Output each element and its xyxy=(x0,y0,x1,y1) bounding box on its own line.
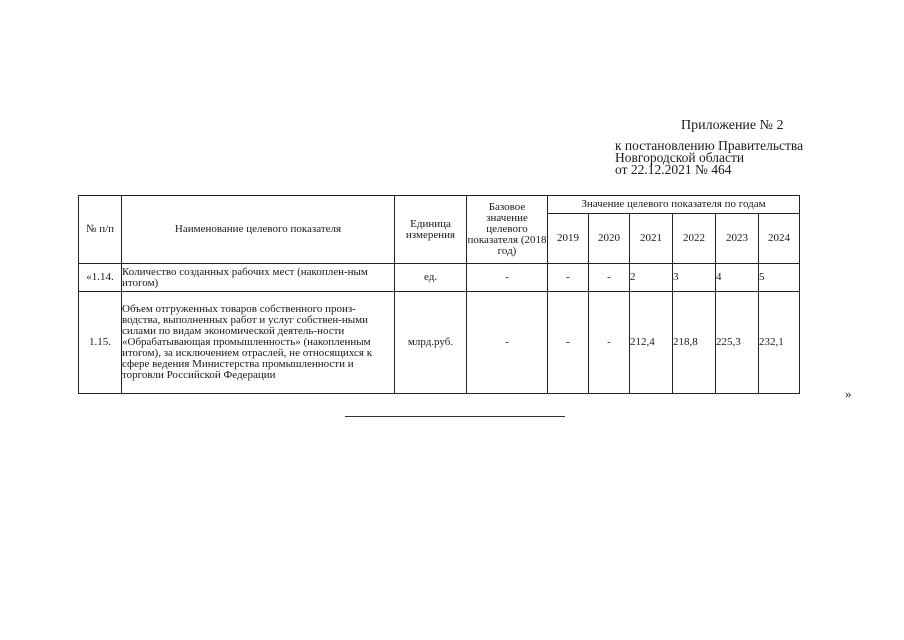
row-number: 1.15. xyxy=(79,292,122,394)
base-value-cell: - xyxy=(467,264,548,292)
appendix-title: Приложение № 2 xyxy=(681,118,784,133)
col-header-year: 2022 xyxy=(673,214,716,264)
col-header-year: 2024 xyxy=(759,214,800,264)
year-value-cell: 218,8 xyxy=(673,292,716,394)
col-header-year: 2019 xyxy=(548,214,589,264)
year-value-cell: 225,3 xyxy=(716,292,759,394)
indicator-table xyxy=(78,195,800,394)
year-value-cell: 232,1 xyxy=(759,292,800,394)
col-header-year: 2020 xyxy=(589,214,630,264)
col-header-values-by-year: Значение целевого показателя по годам xyxy=(548,196,800,214)
year-value-cell: - xyxy=(589,292,630,394)
col-header-year: 2023 xyxy=(716,214,759,264)
resolution-line-2: Новгородской области xyxy=(615,150,745,165)
col-header-unit: Единица измерения xyxy=(395,196,467,264)
indicator-name: Объем отгруженных товаров собственного произ-водства, выполненных работ и услуг собствен-ными силами по видам экономической деятель-ности «Обрабатывающая промышленность» (накопленным итогом), за исключением отраслей, не относящихся к сфере ведения Министерства промышленности и торговли Российской Федерации xyxy=(122,292,395,394)
year-value-cell: - xyxy=(548,264,589,292)
year-value-cell: - xyxy=(548,292,589,394)
year-value-cell: 2 xyxy=(630,264,673,292)
col-header-number: № п/п xyxy=(79,196,122,264)
year-value-cell: 4 xyxy=(716,264,759,292)
year-value-cell: - xyxy=(589,264,630,292)
row-number: «1.14. xyxy=(79,264,122,292)
year-value-cell: 5 xyxy=(759,264,800,292)
year-value-cell: 212,4 xyxy=(630,292,673,394)
unit-cell: млрд.руб. xyxy=(395,292,467,394)
base-value-cell: - xyxy=(467,292,548,394)
year-value-cell: 3 xyxy=(673,264,716,292)
indicator-name: Количество созданных рабочих мест (накоплен-ным итогом) xyxy=(122,264,395,292)
col-header-year: 2021 xyxy=(630,214,673,264)
unit-cell: ед. xyxy=(395,264,467,292)
resolution-line-1: к постановлению Правительства xyxy=(615,138,804,153)
table-header-row xyxy=(79,196,800,214)
closing-quote: » xyxy=(845,386,852,401)
resolution-date-line: от 22.12.2021 № 464 xyxy=(615,162,732,177)
col-header-name: Наименование целевого показателя xyxy=(122,196,395,264)
table-row xyxy=(79,292,800,394)
table-row xyxy=(79,264,800,292)
divider-line xyxy=(345,416,565,417)
col-header-base-value: Базовое значение целевого показателя (2018 год) xyxy=(467,196,548,264)
